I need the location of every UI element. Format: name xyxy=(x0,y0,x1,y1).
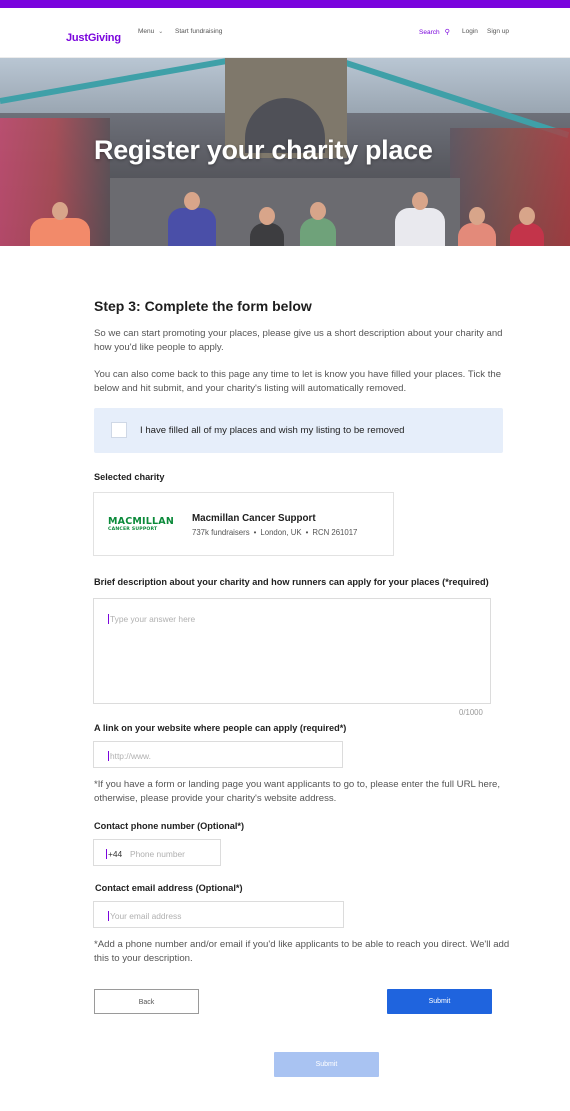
chevron-down-icon: ⌄ xyxy=(158,29,164,35)
filled-places-label[interactable]: I have filled all of my places and wish my listing to be removed xyxy=(140,425,405,436)
runner xyxy=(395,208,445,246)
page-title: Register your charity place xyxy=(94,135,433,165)
runner xyxy=(510,223,544,246)
separator: • xyxy=(253,528,257,537)
nav-login[interactable]: Login xyxy=(462,28,478,35)
submit-button[interactable]: Submit xyxy=(387,989,492,1014)
email-label: Contact email address (Optional*) xyxy=(95,883,243,893)
step-title: Step 3: Complete the form below xyxy=(94,298,312,314)
text-caret xyxy=(108,911,109,921)
selected-charity-label: Selected charity xyxy=(94,472,165,482)
runner xyxy=(250,223,284,246)
logo-line-1: MACMILLAN xyxy=(108,516,174,527)
logo-line-2: CANCER SUPPORT xyxy=(108,527,158,532)
site-header xyxy=(0,8,570,58)
email-input[interactable] xyxy=(93,901,344,928)
charity-location: London, UK xyxy=(260,528,302,537)
separator: • xyxy=(305,528,309,537)
charity-meta xyxy=(192,528,357,537)
phone-prefix-text: +44 xyxy=(108,849,123,859)
email-placeholder-text: Your email address xyxy=(110,911,182,921)
runner xyxy=(30,218,90,246)
charity-rcn: RCN 261017 xyxy=(312,528,358,537)
link-help-text: *If you have a form or landing page you want applicants to go to, please enter the full URL here, otherwise, please provide your charity's website address. xyxy=(94,779,501,804)
description-textarea[interactable] xyxy=(93,598,491,704)
justgiving-logo[interactable]: JustGiving xyxy=(66,32,121,44)
character-counter: 0/1000 xyxy=(459,708,483,717)
brand-top-bar xyxy=(0,0,570,8)
website-link-input[interactable] xyxy=(93,741,343,768)
nav-start-fundraising[interactable]: Start fundraising xyxy=(175,28,223,35)
phone-label: Contact phone number (Optional*) xyxy=(94,821,245,831)
phone-placeholder: Phone number xyxy=(130,849,185,859)
charity-fundraisers: 737k fundraisers xyxy=(192,528,250,537)
link-placeholder-text: http://www. xyxy=(110,751,151,761)
submit-button-disabled[interactable]: Submit xyxy=(274,1052,379,1077)
link-label: A link on your website where people can apply (required*) xyxy=(94,723,347,733)
filled-places-checkbox[interactable] xyxy=(111,422,127,438)
description-placeholder xyxy=(108,614,195,624)
text-caret xyxy=(108,751,109,761)
runner xyxy=(458,223,496,246)
contact-help-text: *Add a phone number and/or email if you'd like applicants to be able to reach you direct. We'll add this to your description. xyxy=(94,939,510,964)
filled-places-panel xyxy=(94,408,503,453)
charity-card xyxy=(93,492,394,556)
back-button[interactable]: Back xyxy=(94,989,199,1014)
hero-banner xyxy=(0,58,570,246)
search-icon: ⚲ xyxy=(444,29,450,36)
phone-prefix xyxy=(106,849,122,859)
intro-text-2: You can also come back to this page any time to let is know you have filled your places. Tick the below and hit submit, and your charity's listing will automatically removed. xyxy=(94,369,502,394)
email-placeholder xyxy=(108,911,181,921)
nav-menu-label: Menu xyxy=(138,28,155,35)
nav-menu[interactable] xyxy=(138,28,163,35)
nav-search-label: Search xyxy=(419,29,440,36)
description-label: Brief description about your charity and how runners can apply for your places (*required) xyxy=(94,577,489,587)
runner xyxy=(168,208,216,246)
macmillan-logo xyxy=(108,517,174,533)
runner xyxy=(300,218,336,246)
description-placeholder-text: Type your answer here xyxy=(110,614,196,624)
intro-text: So we can start promoting your places, please give us a short description about your charity and how you'd like people to apply. xyxy=(94,328,503,353)
text-caret xyxy=(106,849,107,859)
phone-input[interactable] xyxy=(93,839,221,866)
text-caret xyxy=(108,614,109,624)
nav-signup[interactable]: Sign up xyxy=(487,28,510,35)
nav-search[interactable] xyxy=(419,28,450,36)
link-placeholder xyxy=(108,751,151,761)
charity-name: Macmillan Cancer Support xyxy=(192,513,316,524)
